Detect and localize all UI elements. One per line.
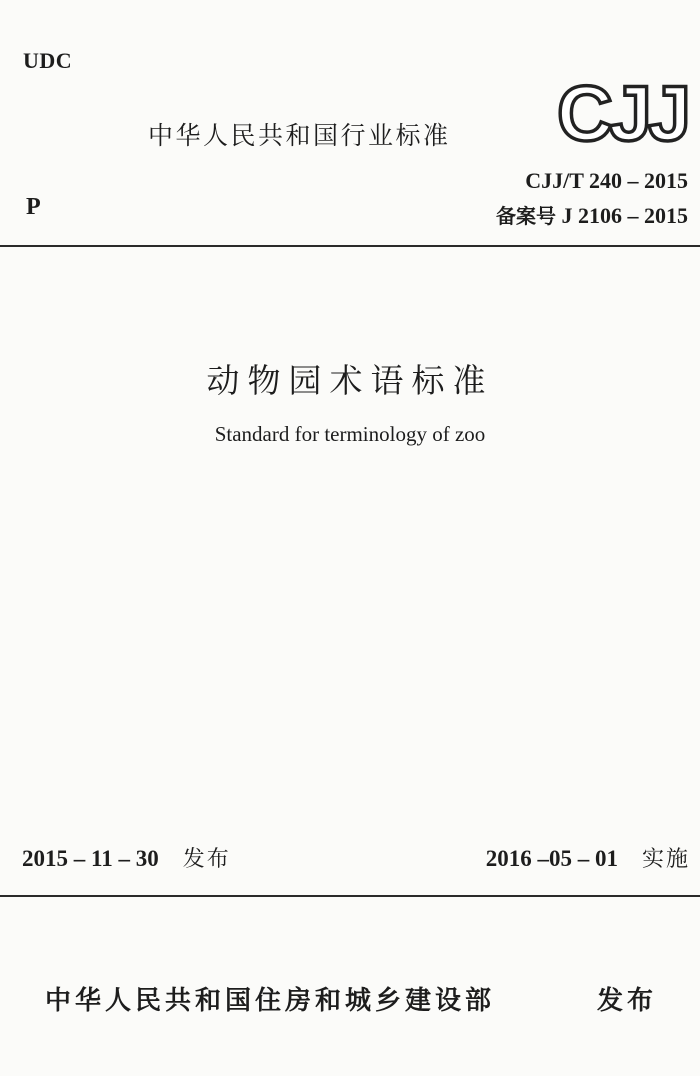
record-number: J 2106 – 2015	[561, 203, 688, 228]
industry-standard-title: 中华人民共和国行业标准	[148, 121, 451, 150]
udc-label: UDC	[23, 48, 73, 73]
issue-date: 2015 – 11 – 30	[22, 846, 159, 871]
classification-code: P	[26, 194, 41, 220]
title-chinese: 动物园术语标准	[206, 361, 494, 400]
record-label: 备案号	[496, 204, 556, 228]
issuing-ministry: 中华人民共和国住房和城乡建设部	[45, 986, 496, 1016]
implement-date: 2016 –05 – 01	[485, 846, 618, 871]
title-english: Standard for terminology of zoo	[214, 422, 486, 446]
publish-label: 发布	[597, 986, 658, 1016]
implement-line	[486, 842, 690, 873]
cjj-logo	[555, 78, 690, 146]
svg-text:CJJ: CJJ	[557, 78, 687, 146]
bottom-divider	[0, 895, 700, 897]
standard-code: CJJ/T 240 – 2015	[525, 168, 688, 193]
issue-line	[22, 842, 231, 873]
record-number-line	[496, 200, 688, 229]
implement-label: 实施	[641, 847, 690, 872]
issue-label: 发布	[182, 847, 231, 872]
top-divider	[0, 245, 700, 247]
